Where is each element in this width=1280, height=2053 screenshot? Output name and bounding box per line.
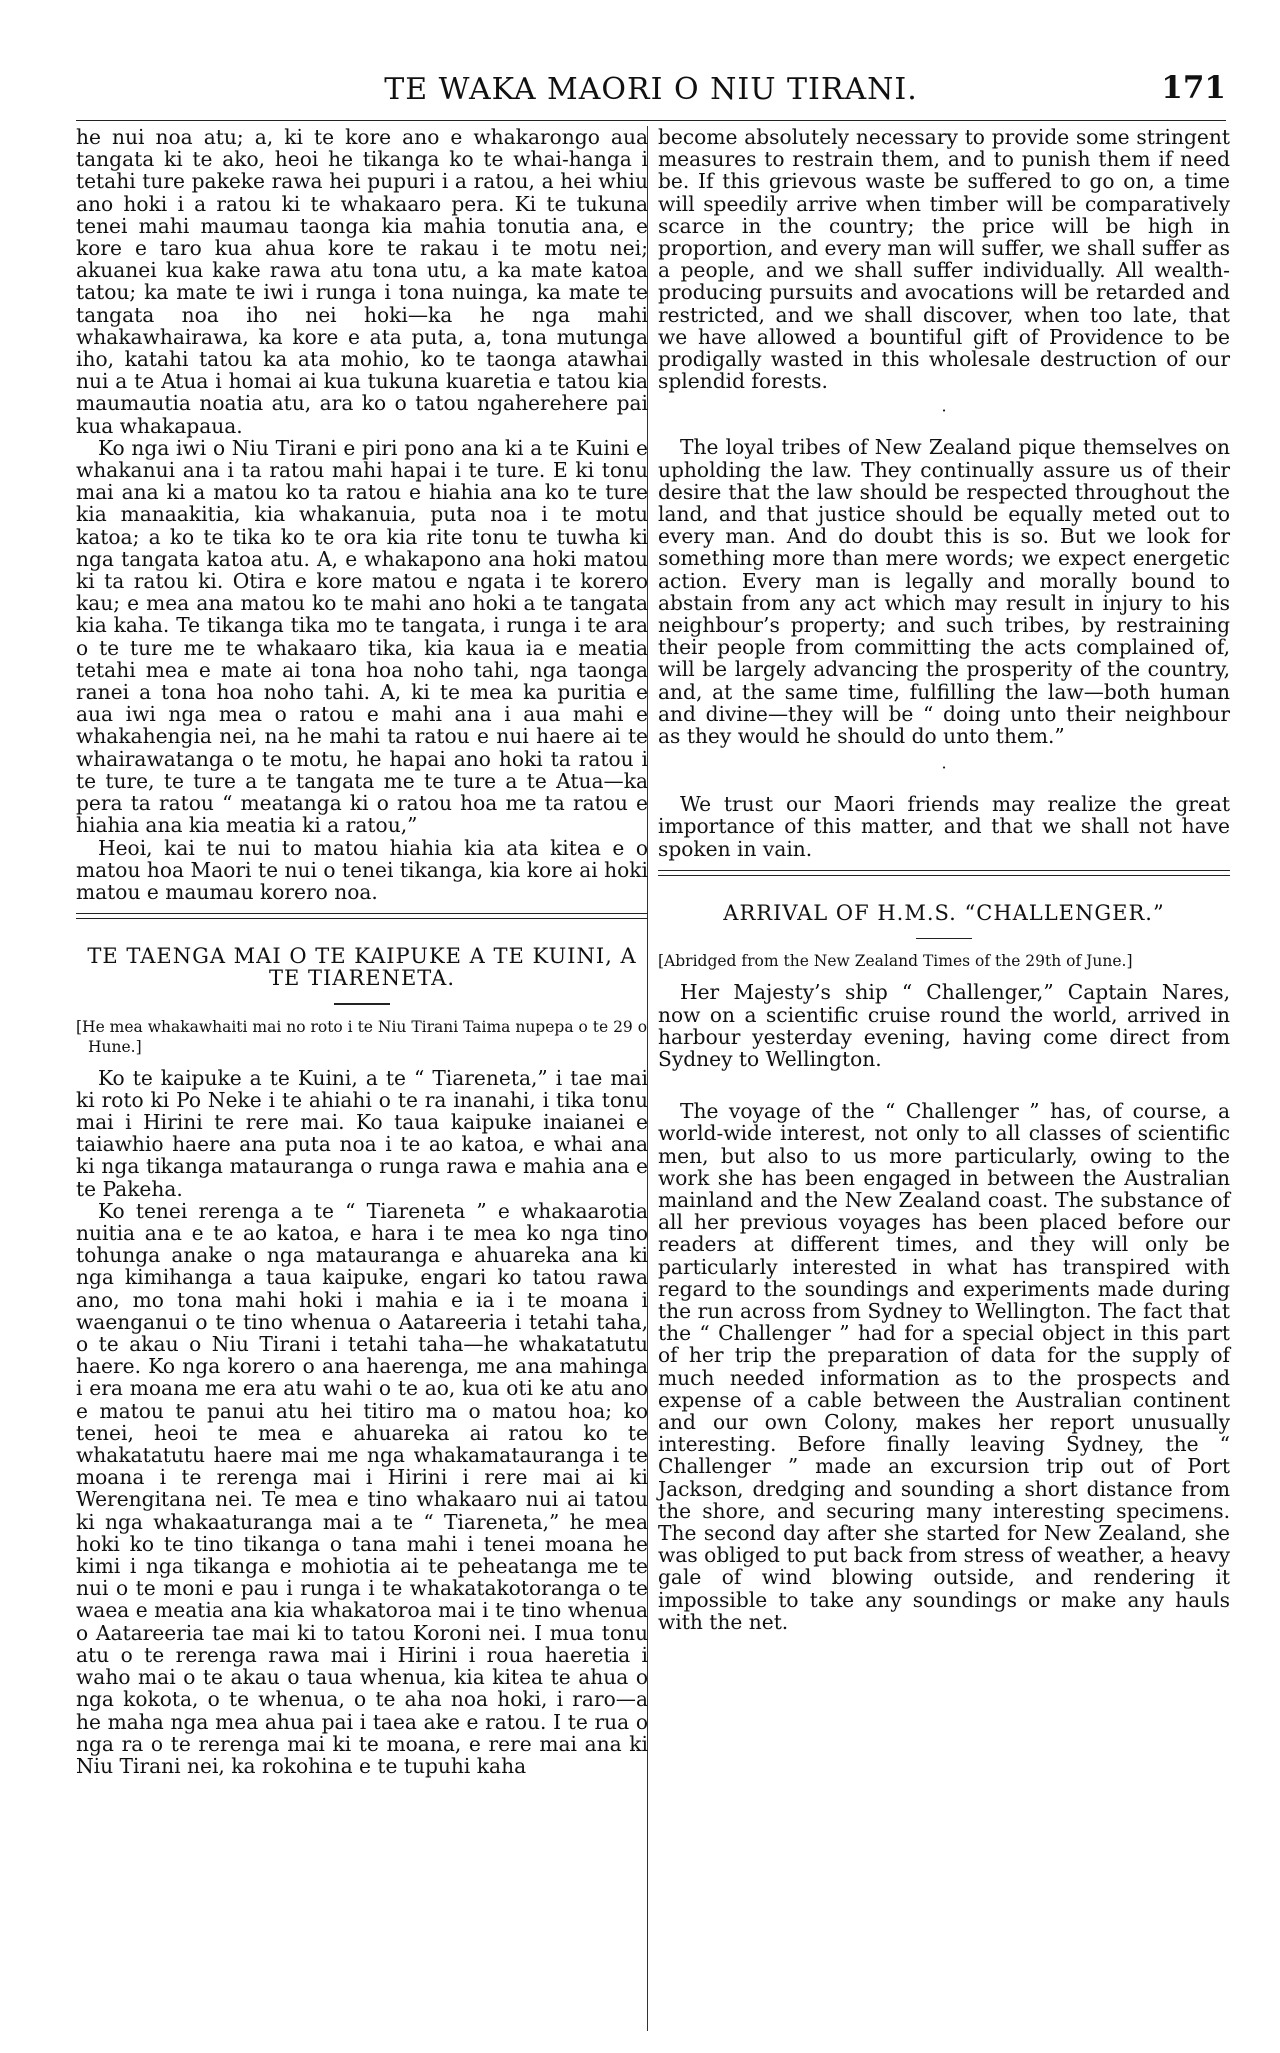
maori-article-paragraph-1: Ko te kaipuke a te Kuini, a te “ Tiareneta,” i tae mai ki roto ki Po Neke i te ahiahi o te ra inanahi, i tika tonu mai i Hirini te rere mai. Ko taua kaipuke inaianei e taiawhio haere ana puta noa i te ao katoa, e whai ana ki nga tikanga matauranga o runga rawa e mahia ana e te Pakeha. xyxy=(76,1065,648,1201)
english-paragraph-1: become absolutely necessary to provide some stringent measures to restrain them, and to punish them if need be. If this grievous waste be suffered to go on, a time will speedily arrive when timber will be comparatively scarce in the country; the price will be high in proportion, and every man will suffer, we shall suffer as a people, and we shall suffer individually. All wealth-producing pursuits and avocations will be retarded and restricted, and we shall discover, when too late, that we have allowed a bountiful gift of Providence to be prodigally wasted in this wholesale destruction of our splendid forests. xyxy=(658,125,1230,394)
right-column: become absolutely necessary to provide some stringent measures to restrain them, and to punish them if need be. If this grievous waste be suffered to go on, a time will speedily arrive when timber will be comparatively scarce in the country; the price will be high in proportion, and every man will suffer, we shall suffer as a people, and we shall suffer individually. All wealth-producing pursuits and avocations will be retarded and restricted, and we shall discover, when too late, that we have allowed a bountiful gift of Providence to be prodigally wasted in this wholesale destruction of our splendid forests. · The loyal tribes of New Zealand pique themselves on upholding the law. They continually assure us of their desire that the law should be respected throughout the land, and that justice should be equally meted out to every man. And do doubt this is so. But we look for something more than mere words; we expect energetic action. Every man is legally and morally bound to abstain from any act which may result in injury to his neighbour’s property; and such tribes, by restraining their people from committing the acts complained of, will be largely advancing the prosperity of the country, and, at the same time, fulfilling the law—both human and divine—they will be “ doing unto their neighbour as they would he should do unto them.” · We trust our Maori friends may realize the great importance of this matter, and that we shall not have spoken in vain. ARRIVAL OF H.M.S. “CHALLENGER.” [Abridged from the New Zealand Times of the 29th of June.] Her Majesty’s ship “ Challenger,” Captain Nares, now on a scientific cruise round the world, arrived in harbour yesterday evening, having come direct from Sydney to Wellington. The voyage of the “ Challenger ” has, of course, a world-wide interest, not only to all classes of scientific men, but also to us more particularly, owing to the work she has been engaged in between the Australian mainland and the New Zealand coast. The substance of all her previous voyages has been placed before our readers at different times, and they will only be particularly interested in what has transpired with regard to the soundings and experiments made during the run across from Sydney to Wellington. The fact that the “ Challenger ” had for a special object in this part of her trip the preparation of data for the supply of much needed information as to the prospects and expense of a cable between the Australian continent and our own Colony, makes her report unusually interesting. Before finally leaving Sydney, the “ Challenger ” made an excursion trip out of Port Jackson, dredging and sounding a short distance from the shore, and securing many interesting specimens. The second day after she started for New Zealand, she was obliged to put back from stress of weather, a heavy gale of wind blowing outside, and rendering it impossible to take any soundings or make any hauls with the net. xyxy=(658,125,1230,1634)
english-paragraph-2: The loyal tribes of New Zealand pique themselves on upholding the law. They continually assure us of their desire that the law should be respected throughout the land, and that justice should be equally meted out to every man. And do doubt this is so. But we look for something more than mere words; we expect energetic action. Every man is legally and morally bound to abstain from any act which may result in injury to his neighbour’s property; and such tribes, by restraining their people from committing the acts complained of, will be largely advancing the prosperity of the country, and, at the same time, fulfilling the law—both human and divine—they will be “ doing unto their neighbour as they would he should do unto them.” xyxy=(658,435,1230,749)
maori-paragraph-2: Ko nga iwi o Niu Tirani e piri pono ana ki a te Kuini e whakanui ana i ta ratou mahi hapai i te ture. E ki tonu mai ana ki a matou ko ta ratou e hiahia ana ko te ture kia manaakitia, kia whakanuia, puta noa i te motu katoa; a ko te tika ko te ora kia rite tonu te tuwha ki nga tangata katoa atu. A, e whakapono ana hoki matou ki ta ratou ki. Otira e kore matou e ngata i te korero kau; e mea ana matou ko te mahi ano hoki a te tangata kia kaha. Te tikanga tika mo te tangata, i runga i te ara o te ture me te whakaaro tika, kia kaua ia e meatia tetahi mea e mate ai tona hoa noho tahi, nga taonga ranei a tona hoa noho tahi. A, ki te mea ka puritia e aua iwi nga mea o ratou e mahi ana i aua mahi e whakahengia nei, na he mahi ta ratou e nui haere ai te whairawatanga o te motu, he hapai ano hoki ta ratou i te ture, te ture a te tangata me te ture a te Atua—ka pera ta ratou “ meatanga ki o ratou hoa me ta ratou e hiahia ana kia meatia ki a ratou,” xyxy=(76,435,648,838)
article-heading-maori: TE TAENGA MAI O TE KAIPUKE A TE KUINI, A TE TIARENETA. xyxy=(87,944,637,991)
source-note-english: [Abridged from the New Zealand Times of the 29th of June.] xyxy=(658,952,1133,971)
english-paragraph-3: We trust our Maori friends may realize the great importance of this matter, and that we shall not have spoken in vain. xyxy=(658,792,1230,861)
english-article-paragraph-1: Her Majesty’s ship “ Challenger,” Captain Nares, now on a scientific cruise round the world, arrived in harbour yesterday evening, having come direct from Sydney to Wellington. xyxy=(658,980,1230,1071)
maori-paragraph-1: he nui noa atu; a, ki te kore ano e whakarongo aua tangata ki te ako, heoi he tikanga ko te whai-hanga i tetahi ture pakeke rawa hei pupuri i a ratou, a hei whiu ano hoki i a ratou ki te whakaaro pera. Ki te tukuna tenei mahi maumau taonga kia mahia tonutia ana, e kore e taro kua ahua kore te rakau i te motu nei; akuanei kua kake rawa atu tona utu, a ka mate katoa tatou; ka mate te iwi i runga i tona nuinga, ka mate te tangata noa iho nei hoki—ka he nga mahi whakawhairawa, ka kore e ata puta, a, tona mutunga iho, katahi tatou ka ata mohio, ko te taonga atawhai nui a te Atua i homai ai kua tukuna kuaretia e tatou kia maumautia noatia atu, ara ko o tatou ngaherehere pai kua whakapaua. xyxy=(76,125,648,438)
english-article-paragraph-2: The voyage of the “ Challenger ” has, of course, a world-wide interest, not only to all classes of scientific men, but also to us more particularly, owing to the work she has been engaged in between the Australian mainland and the New Zealand coast. The substance of all her previous voyages has been placed before our readers at different times, and they will only be particularly interested in what has transpired with regard to the soundings and experiments made during the run across from Sydney to Wellington. The fact that the “ Challenger ” had for a special object in this part of her trip the preparation of data for the supply of much needed information as to the prospects and expense of a cable between the Australian continent and our own Colony, makes her report unusually interesting. Before finally leaving Sydney, the “ Challenger ” made an excursion trip out of Port Jackson, dredging and sounding a short distance from the shore, and securing many interesting specimens. The second day after she started for New Zealand, she was obliged to put back from stress of weather, a heavy gale of wind blowing outside, and rendering it impossible to take any soundings or make any hauls with the net. xyxy=(658,1099,1230,1634)
left-column xyxy=(76,126,648,1777)
source-note-maori: [He mea whakawhaiti mai no roto i te Niu Tirani Taima nupepa o te 29 o Hune.] xyxy=(76,1017,648,1056)
page-number: 171 xyxy=(1161,70,1226,106)
article-heading-english: ARRIVAL OF H.M.S. “CHALLENGER.” xyxy=(723,900,1165,925)
page-title: TE WAKA MAORI O NIU TIRANI. xyxy=(384,72,918,107)
page-header xyxy=(76,58,1226,121)
maori-article-paragraph-2: Ko tenei rerenga a te “ Tiareneta ” e whakaarotia nuitia ana e te ao katoa, e hara i te mea ko nga tino tohunga anake o nga matauranga e ahuareka ana ki nga kimihanga a taua kaipuke, engari ko tatou rawa ano, mo tona mahi hoki i mahia e ia i te moana i waenganui o te tino whenua o Aatareeria i tetahi taha, o te akau o Niu Tirani i tetahi taha—he whakatatutu haere. Ko nga korero o ana haerenga, me ana mahinga i era moana me era atu wahi o te ao, kua oti ke atu ano e matou te panui atu hei titiro ma o matou hoa; ko tenei, heoi te mea e ahuareka ai ratou ko te whakatatutu haere mai me nga whakamatauranga i te moana i te rerenga mai i Hirini i rere mai ai ki Werengitana nei. Te mea e tino whakaaro nui ai tatou ki nga whakaaturanga mai a te “ Tiareneta,” he mea hoki ko te tino tikanga o tana mahi i tenei moana he kimi i nga tikanga e mohiotia ai te peheatanga me te nui o te moni e pau i runga i te whakatakotoranga o te waea e meatia ana kia whakatoroa mai i te tino whenua o Aatareeria tae mai ki to tatou Koroni nei. I mua tonu atu o te rerenga rawa mai i Hirini i roua haeretia i waho mai o te akau o taua whenua, kia kitea te ahua o nga kokota, o te whenua, o te aha noa hoki, i raro—a he maha nga mea ahua pai i taea ake e ratou. I te rua o nga ra o te rerenga mai ki te moana, e rere mai ana ki Niu Tirani nei, ka rokohina e te tupuhi kaha xyxy=(76,1198,648,1778)
maori-paragraph-3: Heoi, kai te nui to matou hiahia kia ata kitea e o matou hoa Maori te nui o tenei tikanga, kia kore ai hoki matou e maumau korero noa. xyxy=(76,835,648,904)
